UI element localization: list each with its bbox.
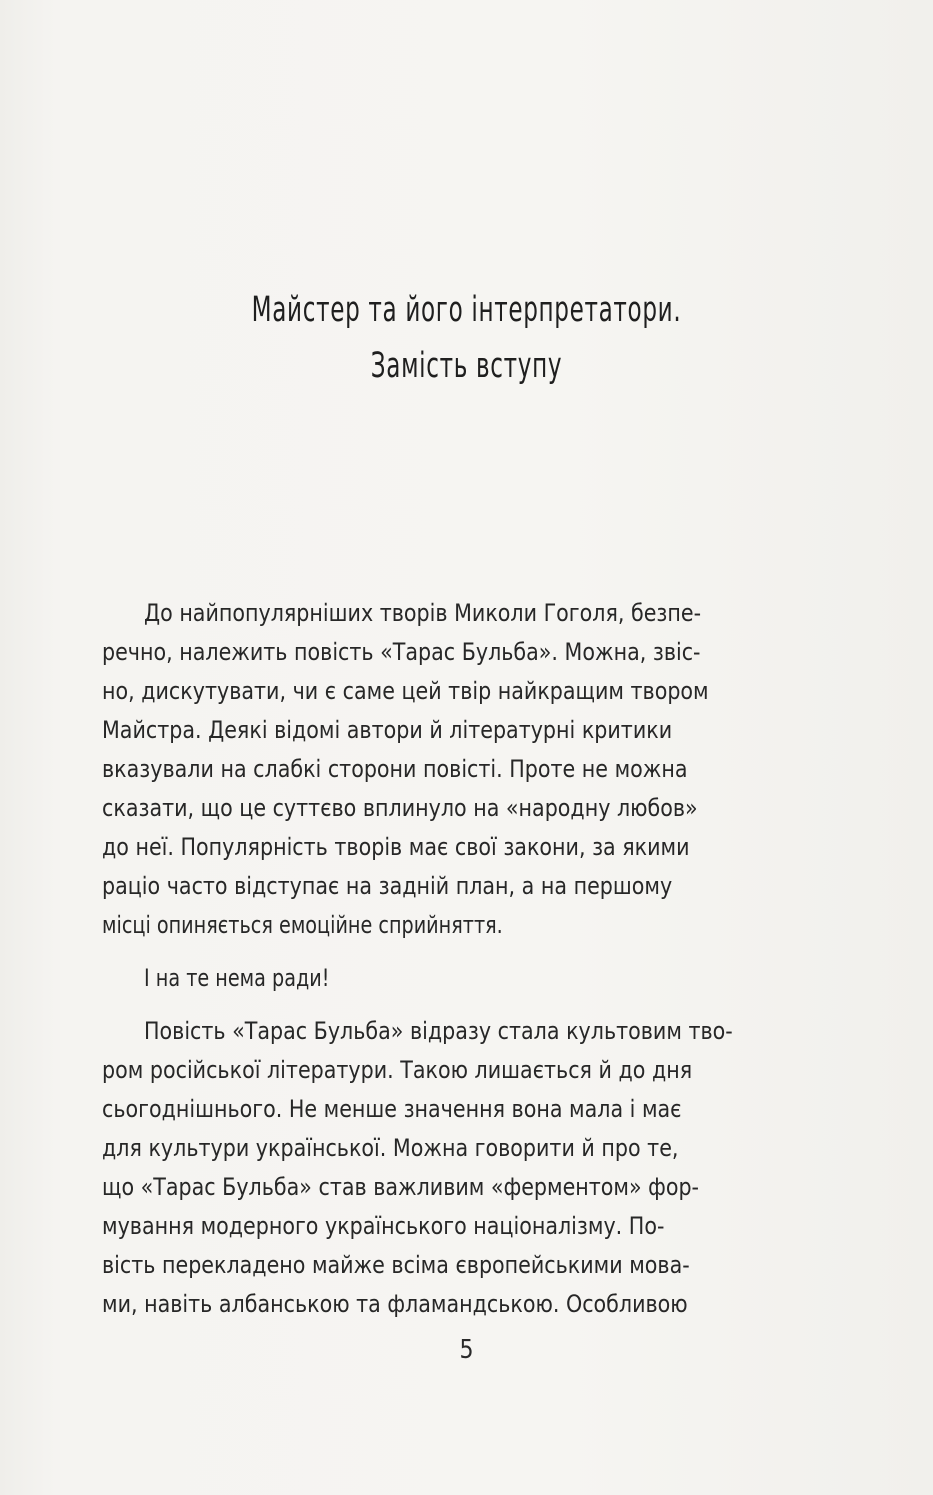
- text-line: до неї. Популярність творів має свої закони, за якими: [102, 833, 690, 861]
- text-line: мування модерного українського націоналізму. По-: [102, 1212, 665, 1240]
- text-line: сказати, що це суттєво вплинуло на «народну любов»: [102, 794, 698, 822]
- body-text: [102, 594, 830, 1324]
- text-line: вість перекладено майже всіма європейськими мова-: [102, 1251, 690, 1279]
- text-line: раціо часто відступає на задній план, а на першому: [102, 872, 673, 900]
- text-line: що «Тарас Бульба» став важливим «ферментом» фор-: [102, 1173, 700, 1201]
- text-line: для культури української. Можна говорити й про те,: [102, 1134, 679, 1162]
- chapter-title-line-1: Майстер та його інтерпретатори.: [251, 290, 682, 330]
- page-number: 5: [459, 1335, 474, 1365]
- text-line-paragraph-end: місці опиняється емоційне сприйняття.: [102, 911, 503, 939]
- text-line: ми, навіть албанською та фламандською. Особливою: [102, 1290, 688, 1318]
- text-line: Майстра. Деякі відомі автори й літературні критики: [102, 716, 673, 744]
- chapter-heading: [0, 282, 933, 394]
- text-line: речно, належить повість «Тарас Бульба». Можна, звіс-: [102, 638, 701, 666]
- text-line: До найпопулярніших творів Миколи Гоголя, безпе-: [144, 599, 702, 627]
- text-line: вказували на слабкі сторони повісті. Проте не можна: [102, 755, 688, 783]
- text-line: Повість «Тарас Бульба» відразу стала культовим тво-: [144, 1017, 733, 1045]
- text-line: ром російської літератури. Такою лишається й до дня: [102, 1056, 693, 1084]
- chapter-title-line-2: Замість вступу: [370, 346, 563, 386]
- text-line: но, дискутувати, чи є саме цей твір найкращим твором: [102, 677, 709, 705]
- text-line: сьогоднішнього. Не менше значення вона мала і має: [102, 1095, 682, 1123]
- text-line-paragraph-end: І на те нема ради!: [144, 964, 330, 992]
